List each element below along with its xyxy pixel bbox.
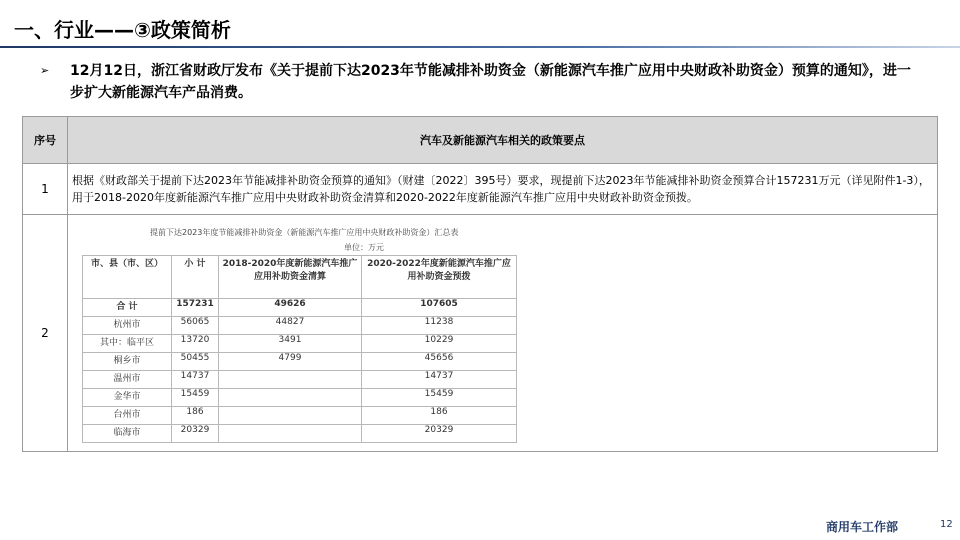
summary-text: 12月12日，浙江省财政厅发布《关于提前下达2023年节能减排补助资金（新能源汽车推广应用中央财政补助资金）预算的通知》，进一步扩大新能源汽车产品消费。 [70, 63, 911, 101]
fund-cell: 20329 [362, 425, 517, 443]
fund-cell: 44827 [219, 317, 362, 335]
fund-cell: 临海市 [83, 425, 172, 443]
table-row [23, 215, 938, 452]
fund-cell: 金华市 [83, 389, 172, 407]
fund-cell: 15459 [362, 389, 517, 407]
fund-cell: 186 [172, 407, 219, 425]
page-number: 12 [940, 519, 953, 530]
table-row [83, 353, 517, 371]
fund-cell [219, 407, 362, 425]
table-row [83, 335, 517, 353]
fund-cell: 杭州市 [83, 317, 172, 335]
summary-bullet [40, 60, 920, 104]
fund-cell: 14737 [172, 371, 219, 389]
table-row [83, 425, 517, 443]
fund-cell: 11238 [362, 317, 517, 335]
fund-cell [219, 371, 362, 389]
footer-department: 商用车工作部 [826, 520, 899, 534]
fund-table [82, 255, 517, 443]
fund-cell [219, 425, 362, 443]
table-row [83, 299, 517, 317]
table-row [83, 389, 517, 407]
embedded-fund-image [68, 215, 938, 452]
fund-cell: 10229 [362, 335, 517, 353]
title-underline [0, 46, 960, 48]
fund-cell: 107605 [362, 299, 517, 317]
fund-cell: 20329 [172, 425, 219, 443]
fund-cell: 49626 [219, 299, 362, 317]
title-bar [0, 0, 960, 54]
fund-header-prepayment: 2020-2022年度新能源汽车推广应用补助资金预拨 [362, 256, 517, 299]
arrow-bullet-icon: ➢ [40, 64, 50, 77]
header-no: 序号 [23, 117, 68, 164]
fund-cell: 台州市 [83, 407, 172, 425]
fund-cell: 3491 [219, 335, 362, 353]
policy-table [22, 116, 938, 452]
fund-cell: 157231 [172, 299, 219, 317]
fund-cell: 4799 [219, 353, 362, 371]
page-title: 一、行业——③政策简析 [14, 18, 231, 42]
fund-cell: 186 [362, 407, 517, 425]
fund-cell: 15459 [172, 389, 219, 407]
fund-cell: 13720 [172, 335, 219, 353]
fund-header-settlement: 2018-2020年度新能源汽车推广应用补助资金清算 [219, 256, 362, 299]
fund-cell: 其中：临平区 [83, 335, 172, 353]
fund-cell: 50455 [172, 353, 219, 371]
table-row [83, 371, 517, 389]
fund-cell [219, 389, 362, 407]
fund-cell: 14737 [362, 371, 517, 389]
row-number: 1 [23, 164, 68, 215]
table-row [83, 317, 517, 335]
fund-table-header [83, 256, 517, 299]
row-number: 2 [23, 215, 68, 452]
policy-content: 根据《财政部关于提前下达2023年节能减排补助资金预算的通知》（财建〔2022〕395号）要求，现提前下达2023年节能减排补助资金预算合计157231万元（详见附件1-3），用于2018-2020年度新能源汽车推广应用中央财政补助资金清算和2020-2022年度新能源汽车推广应用中央财政补助资金预拨。 [68, 164, 938, 215]
fund-header-region: 市、县（市、区） [83, 256, 172, 299]
fund-cell: 56065 [172, 317, 219, 335]
fund-header-subtotal: 小 计 [172, 256, 219, 299]
fund-cell: 桐乡市 [83, 353, 172, 371]
policy-table-header [23, 117, 938, 164]
fund-table-title: 提前下达2023年度节能减排补助资金（新能源汽车推广应用中央财政补助资金）汇总表 [150, 228, 459, 237]
fund-cell: 45656 [362, 353, 517, 371]
fund-cell: 温州市 [83, 371, 172, 389]
header-policy-points: 汽车及新能源汽车相关的政策要点 [68, 117, 938, 164]
fund-table-unit: 单位：万元 [344, 243, 384, 252]
table-row [23, 164, 938, 215]
fund-cell: 合 计 [83, 299, 172, 317]
table-row [83, 407, 517, 425]
